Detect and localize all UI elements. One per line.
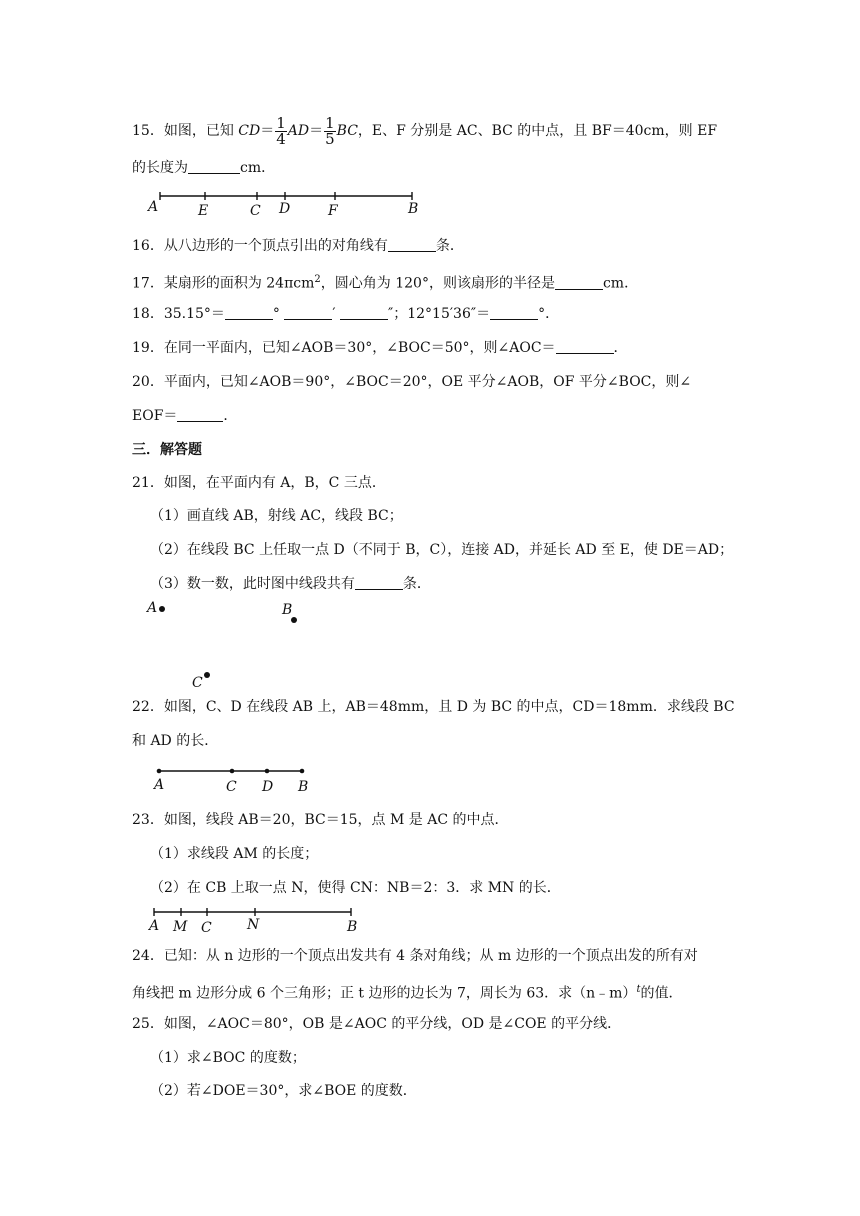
q20-line2: EOF＝ ．: [132, 408, 238, 424]
answer-blank[interactable]: [355, 575, 403, 590]
answer-blank[interactable]: [188, 159, 240, 174]
answer-blank[interactable]: [555, 275, 603, 290]
fraction-one-fifth: $\frac{1}{5}$: [325, 113, 335, 148]
point-label-c: C: [250, 203, 261, 219]
q15-line2: 的长度为 cm．: [132, 160, 276, 176]
point-a: [159, 606, 165, 612]
point-label-d: D: [279, 201, 291, 217]
point-label-c: C: [201, 920, 212, 936]
q20-line1: 20．平面内，已知∠AOB＝90°，∠BOC＝20°，OE 平分∠AOB，OF 平分∠BOC，则∠: [132, 374, 692, 390]
point-label-c: C: [226, 779, 237, 795]
point-label-a: A: [148, 199, 159, 215]
answer-blank[interactable]: [388, 237, 436, 252]
point-label-b: B: [347, 919, 358, 935]
q22-line2: 和 AD 的长．: [132, 733, 219, 749]
answer-blank[interactable]: [284, 305, 332, 320]
point-label-e: E: [198, 203, 209, 219]
q15-line1: 15．如图，已知 CD＝ $\frac{1}{4}$ AD＝ $\frac{1}{5}$ BC，E、F 分别是 AC、BC 的中点，且 BF＝40cm，则 EF: [132, 113, 718, 148]
q21-part2: （2）在线段 BC 上任取一点 D（不同于 B，C），连接 AD，并延长 AD 至 E，使 DE＝AD；: [150, 542, 734, 558]
fraction-one-quarter: $\frac{1}{4}$: [276, 113, 286, 148]
q21-points-figure: [140, 594, 340, 694]
point-label-a: A: [154, 777, 165, 793]
q25-stem: 25．如图，∠AOC＝80°，OB 是∠AOC 的平分线，OD 是∠COE 的平分线．: [132, 1016, 622, 1032]
point-label-n: N: [247, 917, 260, 933]
answer-blank[interactable]: [556, 339, 614, 354]
q19: 19．在同一平面内，已知∠AOB＝30°，∠BOC＝50°，则∠AOC＝ ．: [132, 340, 628, 356]
point-c: [204, 672, 210, 678]
point-label-d: D: [262, 779, 274, 795]
q24-line2: 角线把 m 边形分成 6 个三角形；正 t 边形的边长为 7，周长为 63．求（n﹣m）$^t$的值．: [132, 984, 683, 1002]
q25-part2: （2）若∠DOE＝30°，求∠BOE 的度数．: [150, 1083, 417, 1099]
answer-blank[interactable]: [340, 305, 388, 320]
q22-line1: 22．如图，C、D 在线段 AB 上，AB＝48mm，且 D 为 BC 的中点，CD＝18mm．求线段 BC: [132, 699, 735, 715]
point-label-m: M: [173, 919, 188, 935]
q18: 18．35.15°＝ ° ′ ″；12°15′36″＝ °．: [132, 306, 560, 322]
section-heading: 三．解答题: [132, 442, 202, 458]
point-label-b: B: [298, 779, 309, 795]
q23-part2: （2）在 CB 上取一点 N，使得 CN：NB＝2：3．求 MN 的长．: [150, 880, 561, 896]
point-label-c: C: [192, 675, 203, 691]
point-label-a: A: [147, 600, 158, 616]
q16: 16．从八边形的一个顶点引出的对角线有 条．: [132, 238, 464, 254]
q21-stem: 21．如图，在平面内有 A，B，C 三点．: [132, 475, 386, 491]
q17: 17．某扇形的面积为 24πcm$^2$，圆心角为 120°，则该扇形的半径是 cm．: [132, 274, 639, 292]
q21-part3: （3）数一数，此时图中线段共有 条．: [150, 576, 431, 592]
point-label-b: B: [282, 602, 293, 618]
q23-part1: （1）求线段 AM 的长度；: [150, 846, 319, 862]
answer-blank[interactable]: [490, 305, 538, 320]
q21-part1: （1）画直线 AB，射线 AC，线段 BC；: [150, 508, 403, 524]
q25-part1: （1）求∠BOC 的度数；: [150, 1050, 306, 1066]
answer-blank[interactable]: [177, 407, 223, 422]
point-label-b: B: [408, 201, 419, 217]
point-b: [291, 617, 297, 623]
q15-segment-figure: [140, 186, 440, 220]
q24-line1: 24．已知：从 n 边形的一个顶点出发共有 4 条对角线；从 m 边形的一个顶点出发的所有对: [132, 948, 698, 964]
q23-stem: 23．如图，线段 AB＝20，BC＝15，点 M 是 AC 的中点．: [132, 812, 509, 828]
q23-segment-figure: [145, 903, 370, 937]
point-label-a: A: [149, 918, 160, 934]
q22-segment-figure: [150, 762, 320, 796]
answer-blank[interactable]: [225, 305, 273, 320]
point-label-f: F: [328, 203, 338, 219]
